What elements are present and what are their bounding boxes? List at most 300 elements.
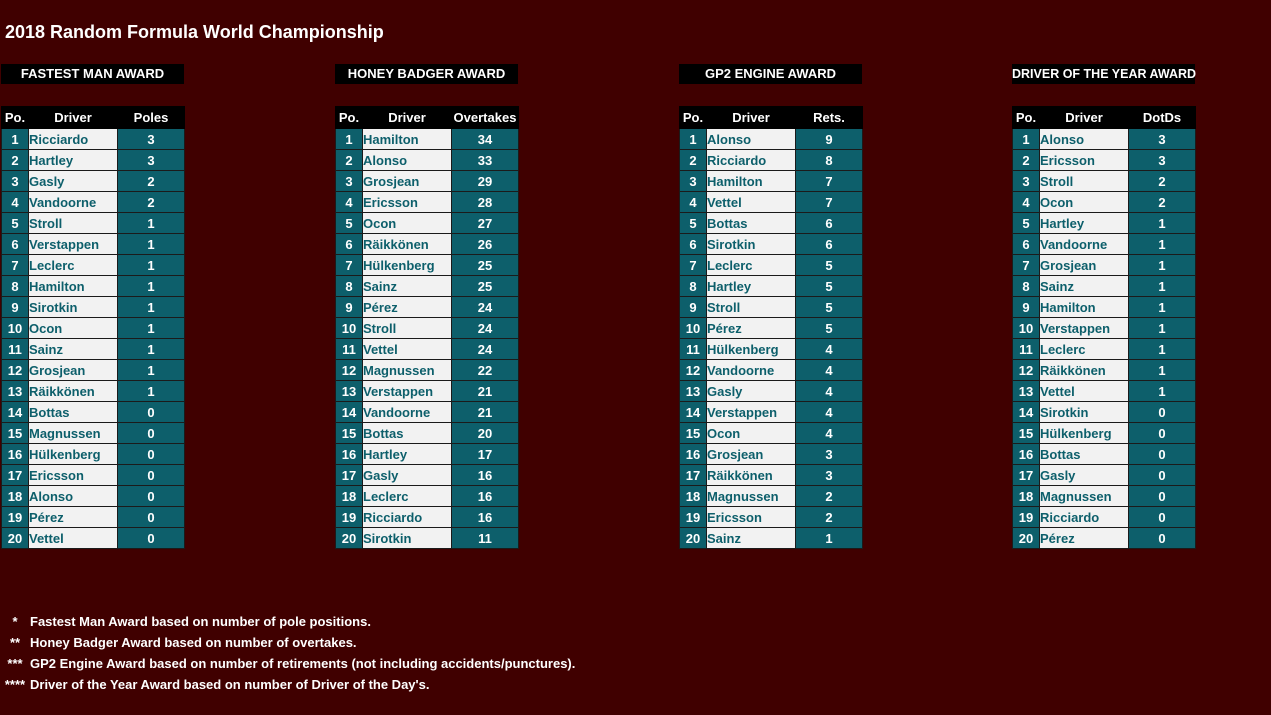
value-cell: 3 [796,465,863,486]
driver-name-cell: Räikkönen [1040,360,1129,381]
table-row [1013,423,1196,444]
footnote-marker: ** [9,635,21,650]
value-cell: 1 [118,381,185,402]
table-row [1013,150,1196,171]
table-row [680,486,863,507]
position-cell: 16 [336,444,363,465]
value-cell: 1 [1129,297,1196,318]
column-header-driver: Driver [707,107,796,129]
footnote-marker: * [12,614,18,629]
value-cell: 7 [796,171,863,192]
table-row [336,528,519,549]
value-cell: 5 [796,255,863,276]
position-cell: 4 [680,192,707,213]
table-row [680,213,863,234]
table-row [336,276,519,297]
footnote [0,653,700,674]
position-cell: 1 [1013,129,1040,150]
driver-name-cell: Pérez [1040,528,1129,549]
position-cell: 19 [2,507,29,528]
position-cell: 5 [1013,213,1040,234]
table-row [336,234,519,255]
position-cell: 5 [680,213,707,234]
value-cell: 3 [796,444,863,465]
position-cell: 11 [336,339,363,360]
table-row [336,402,519,423]
value-cell: 28 [452,192,519,213]
position-cell: 10 [680,318,707,339]
driver-name-cell: Vandoorne [1040,234,1129,255]
value-cell: 0 [1129,528,1196,549]
value-cell: 3 [1129,129,1196,150]
position-cell: 19 [1013,507,1040,528]
position-cell: 5 [2,213,29,234]
position-cell: 1 [680,129,707,150]
driver-name-cell: Bottas [1040,444,1129,465]
table-row [680,528,863,549]
driver-name-cell: Stroll [1040,171,1129,192]
footnote-text: Honey Badger Award based on number of overtakes. [30,635,357,650]
driver-name-cell: Sainz [707,528,796,549]
footnote-text: Fastest Man Award based on number of pole positions. [30,614,371,629]
position-cell: 19 [680,507,707,528]
table-row [2,339,185,360]
position-cell: 11 [680,339,707,360]
value-cell: 2 [1129,192,1196,213]
table-row [1013,192,1196,213]
value-cell: 16 [452,507,519,528]
driver-name-cell: Hartley [29,150,118,171]
value-cell: 34 [452,129,519,150]
table-row [2,486,185,507]
position-cell: 4 [2,192,29,213]
table-row [680,297,863,318]
column-header-driver: Driver [363,107,452,129]
table-row [2,360,185,381]
driver-name-cell: Sainz [363,276,452,297]
value-cell: 1 [1129,213,1196,234]
table-row [336,507,519,528]
table-row [1013,339,1196,360]
driver-name-cell: Hülkenberg [707,339,796,360]
table-row [2,444,185,465]
value-cell: 1 [1129,255,1196,276]
position-cell: 6 [1013,234,1040,255]
driver-name-cell: Grosjean [29,360,118,381]
position-cell: 18 [680,486,707,507]
position-cell: 11 [1013,339,1040,360]
driver-name-cell: Ocon [1040,192,1129,213]
value-cell: 0 [1129,507,1196,528]
driver-name-cell: Leclerc [707,255,796,276]
position-cell: 12 [680,360,707,381]
driver-name-cell: Ocon [707,423,796,444]
standings-table [1012,106,1196,549]
driver-name-cell: Pérez [707,318,796,339]
driver-name-cell: Ricciardo [1040,507,1129,528]
position-cell: 14 [680,402,707,423]
table-row [680,444,863,465]
column-header-position: Po. [2,107,29,129]
driver-name-cell: Gasly [29,171,118,192]
value-cell: 1 [118,255,185,276]
value-cell: 21 [452,381,519,402]
position-cell: 18 [1013,486,1040,507]
driver-name-cell: Alonso [363,150,452,171]
table-row [336,297,519,318]
driver-name-cell: Hamilton [363,129,452,150]
table-row [2,528,185,549]
position-cell: 14 [336,402,363,423]
page-title: 2018 Random Formula World Championship [5,22,384,42]
value-cell: 11 [452,528,519,549]
position-cell: 3 [336,171,363,192]
position-cell: 12 [336,360,363,381]
driver-name-cell: Ericsson [1040,150,1129,171]
driver-name-cell: Verstappen [363,381,452,402]
driver-name-cell: Stroll [363,318,452,339]
table-row [2,507,185,528]
driver-name-cell: Vandoorne [707,360,796,381]
footnote-marker: **** [4,677,26,692]
driver-name-cell: Bottas [29,402,118,423]
driver-name-cell: Leclerc [363,486,452,507]
value-cell: 20 [452,423,519,444]
driver-name-cell: Magnussen [1040,486,1129,507]
driver-name-cell: Verstappen [29,234,118,255]
position-cell: 14 [2,402,29,423]
table-row [336,213,519,234]
table-row [1013,507,1196,528]
table-row [2,297,185,318]
column-header-driver: Driver [1040,107,1129,129]
value-cell: 0 [1129,444,1196,465]
table-row [680,423,863,444]
table-row [2,213,185,234]
table-row [680,255,863,276]
value-cell: 0 [1129,486,1196,507]
driver-name-cell: Sirotkin [29,297,118,318]
driver-name-cell: Alonso [707,129,796,150]
table-row [680,339,863,360]
value-cell: 0 [118,465,185,486]
value-cell: 21 [452,402,519,423]
table-row [680,192,863,213]
footnote [0,674,700,695]
driver-name-cell: Hartley [707,276,796,297]
column-header-position: Po. [336,107,363,129]
value-cell: 1 [118,339,185,360]
driver-name-cell: Verstappen [707,402,796,423]
table-row [2,255,185,276]
award-header: GP2 ENGINE AWARD [679,64,862,84]
driver-name-cell: Hartley [1040,213,1129,234]
table-row [336,129,519,150]
table-row [1013,318,1196,339]
table-row [1013,297,1196,318]
position-cell: 9 [2,297,29,318]
driver-name-cell: Sainz [1040,276,1129,297]
value-cell: 25 [452,255,519,276]
driver-name-cell: Räikkönen [29,381,118,402]
table-row [2,402,185,423]
driver-name-cell: Vettel [29,528,118,549]
position-cell: 1 [2,129,29,150]
driver-name-cell: Ocon [363,213,452,234]
table-header-row [680,107,863,129]
driver-name-cell: Magnussen [707,486,796,507]
position-cell: 15 [336,423,363,444]
value-cell: 1 [796,528,863,549]
table-row [2,192,185,213]
driver-name-cell: Hamilton [707,171,796,192]
value-cell: 7 [796,192,863,213]
table-row [336,192,519,213]
driver-name-cell: Verstappen [1040,318,1129,339]
standings-table [335,106,519,549]
table-row [336,381,519,402]
driver-name-cell: Magnussen [29,423,118,444]
driver-name-cell: Hamilton [1040,297,1129,318]
driver-name-cell: Alonso [29,486,118,507]
table-row [2,129,185,150]
value-cell: 27 [452,213,519,234]
position-cell: 17 [680,465,707,486]
position-cell: 20 [1013,528,1040,549]
footnote [0,632,700,653]
position-cell: 17 [2,465,29,486]
value-cell: 0 [1129,402,1196,423]
table-row [2,465,185,486]
table-row [2,150,185,171]
value-cell: 4 [796,360,863,381]
position-cell: 9 [680,297,707,318]
footnote [0,611,700,632]
value-cell: 3 [1129,150,1196,171]
table-row [2,318,185,339]
value-cell: 2 [1129,171,1196,192]
value-cell: 0 [118,486,185,507]
value-cell: 5 [796,318,863,339]
driver-name-cell: Alonso [1040,129,1129,150]
driver-name-cell: Pérez [363,297,452,318]
footnote-marker: *** [7,656,23,671]
value-cell: 6 [796,234,863,255]
value-cell: 6 [796,213,863,234]
table-row [1013,255,1196,276]
value-cell: 0 [118,444,185,465]
position-cell: 6 [2,234,29,255]
table-row [336,339,519,360]
table-row [1013,213,1196,234]
position-cell: 8 [1013,276,1040,297]
table-row [680,465,863,486]
value-cell: 3 [118,150,185,171]
driver-name-cell: Leclerc [29,255,118,276]
value-cell: 29 [452,171,519,192]
position-cell: 20 [680,528,707,549]
driver-name-cell: Gasly [1040,465,1129,486]
position-cell: 11 [2,339,29,360]
table-header-row [336,107,519,129]
position-cell: 3 [1013,171,1040,192]
value-cell: 2 [118,171,185,192]
value-cell: 0 [1129,423,1196,444]
column-header-dotds: DotDs [1129,107,1196,129]
position-cell: 20 [336,528,363,549]
table-row [336,360,519,381]
table-row [1013,444,1196,465]
driver-name-cell: Bottas [363,423,452,444]
value-cell: 26 [452,234,519,255]
value-cell: 25 [452,276,519,297]
table-row [1013,381,1196,402]
table-row [1013,171,1196,192]
table-row [2,171,185,192]
table-row [2,423,185,444]
driver-name-cell: Ericsson [707,507,796,528]
value-cell: 0 [118,507,185,528]
position-cell: 13 [1013,381,1040,402]
table-row [2,381,185,402]
value-cell: 22 [452,360,519,381]
driver-name-cell: Magnussen [363,360,452,381]
column-header-retirements: Rets. [796,107,863,129]
table-row [1013,276,1196,297]
driver-name-cell: Vettel [363,339,452,360]
value-cell: 1 [118,318,185,339]
footnotes [0,611,700,695]
value-cell: 0 [118,528,185,549]
value-cell: 4 [796,423,863,444]
footnote-text: GP2 Engine Award based on number of retirements (not including accidents/punctures). [30,656,576,671]
driver-name-cell: Gasly [363,465,452,486]
driver-name-cell: Ricciardo [29,129,118,150]
value-cell: 16 [452,465,519,486]
value-cell: 17 [452,444,519,465]
position-cell: 10 [2,318,29,339]
table-row [1013,486,1196,507]
value-cell: 1 [1129,360,1196,381]
position-cell: 10 [336,318,363,339]
column-header-position: Po. [1013,107,1040,129]
position-cell: 4 [336,192,363,213]
position-cell: 2 [1013,150,1040,171]
driver-name-cell: Sirotkin [1040,402,1129,423]
value-cell: 24 [452,297,519,318]
driver-name-cell: Grosjean [707,444,796,465]
value-cell: 1 [118,360,185,381]
award-header: HONEY BADGER AWARD [335,64,518,84]
value-cell: 8 [796,150,863,171]
table-row [680,360,863,381]
table-row [336,150,519,171]
table-row [680,129,863,150]
value-cell: 16 [452,486,519,507]
standings-table [679,106,863,549]
table-row [2,234,185,255]
value-cell: 33 [452,150,519,171]
table-row [1013,402,1196,423]
position-cell: 13 [2,381,29,402]
position-cell: 9 [1013,297,1040,318]
table-row [1013,129,1196,150]
position-cell: 2 [336,150,363,171]
table-row [336,318,519,339]
driver-name-cell: Stroll [29,213,118,234]
position-cell: 4 [1013,192,1040,213]
driver-name-cell: Vettel [707,192,796,213]
driver-name-cell: Ricciardo [363,507,452,528]
position-cell: 16 [1013,444,1040,465]
value-cell: 1 [118,276,185,297]
table-row [336,486,519,507]
value-cell: 1 [1129,339,1196,360]
value-cell: 0 [118,423,185,444]
position-cell: 2 [680,150,707,171]
position-cell: 18 [2,486,29,507]
driver-name-cell: Sainz [29,339,118,360]
position-cell: 8 [2,276,29,297]
position-cell: 6 [336,234,363,255]
driver-name-cell: Vandoorne [363,402,452,423]
table-row [680,171,863,192]
position-cell: 7 [680,255,707,276]
driver-name-cell: Stroll [707,297,796,318]
value-cell: 24 [452,339,519,360]
value-cell: 1 [118,297,185,318]
value-cell: 0 [118,402,185,423]
position-cell: 20 [2,528,29,549]
value-cell: 5 [796,276,863,297]
award-header: DRIVER OF THE YEAR AWARD [1012,64,1195,84]
driver-name-cell: Sirotkin [707,234,796,255]
value-cell: 1 [1129,318,1196,339]
column-header-overtakes: Overtakes [452,107,519,129]
driver-name-cell: Hülkenberg [363,255,452,276]
table-row [680,276,863,297]
driver-name-cell: Hamilton [29,276,118,297]
table-row [336,465,519,486]
position-cell: 17 [336,465,363,486]
table-row [2,276,185,297]
driver-name-cell: Grosjean [363,171,452,192]
position-cell: 2 [2,150,29,171]
table-row [680,507,863,528]
value-cell: 24 [452,318,519,339]
driver-name-cell: Pérez [29,507,118,528]
position-cell: 9 [336,297,363,318]
value-cell: 2 [118,192,185,213]
value-cell: 1 [1129,276,1196,297]
position-cell: 13 [336,381,363,402]
position-cell: 16 [2,444,29,465]
position-cell: 6 [680,234,707,255]
value-cell: 1 [118,234,185,255]
column-header-position: Po. [680,107,707,129]
position-cell: 5 [336,213,363,234]
footnote-text: Driver of the Year Award based on number of Driver of the Day's. [30,677,430,692]
value-cell: 3 [118,129,185,150]
value-cell: 2 [796,507,863,528]
driver-name-cell: Ricciardo [707,150,796,171]
driver-name-cell: Sirotkin [363,528,452,549]
value-cell: 4 [796,381,863,402]
standings-table [1,106,185,549]
position-cell: 3 [680,171,707,192]
table-row [336,444,519,465]
table-row [680,318,863,339]
